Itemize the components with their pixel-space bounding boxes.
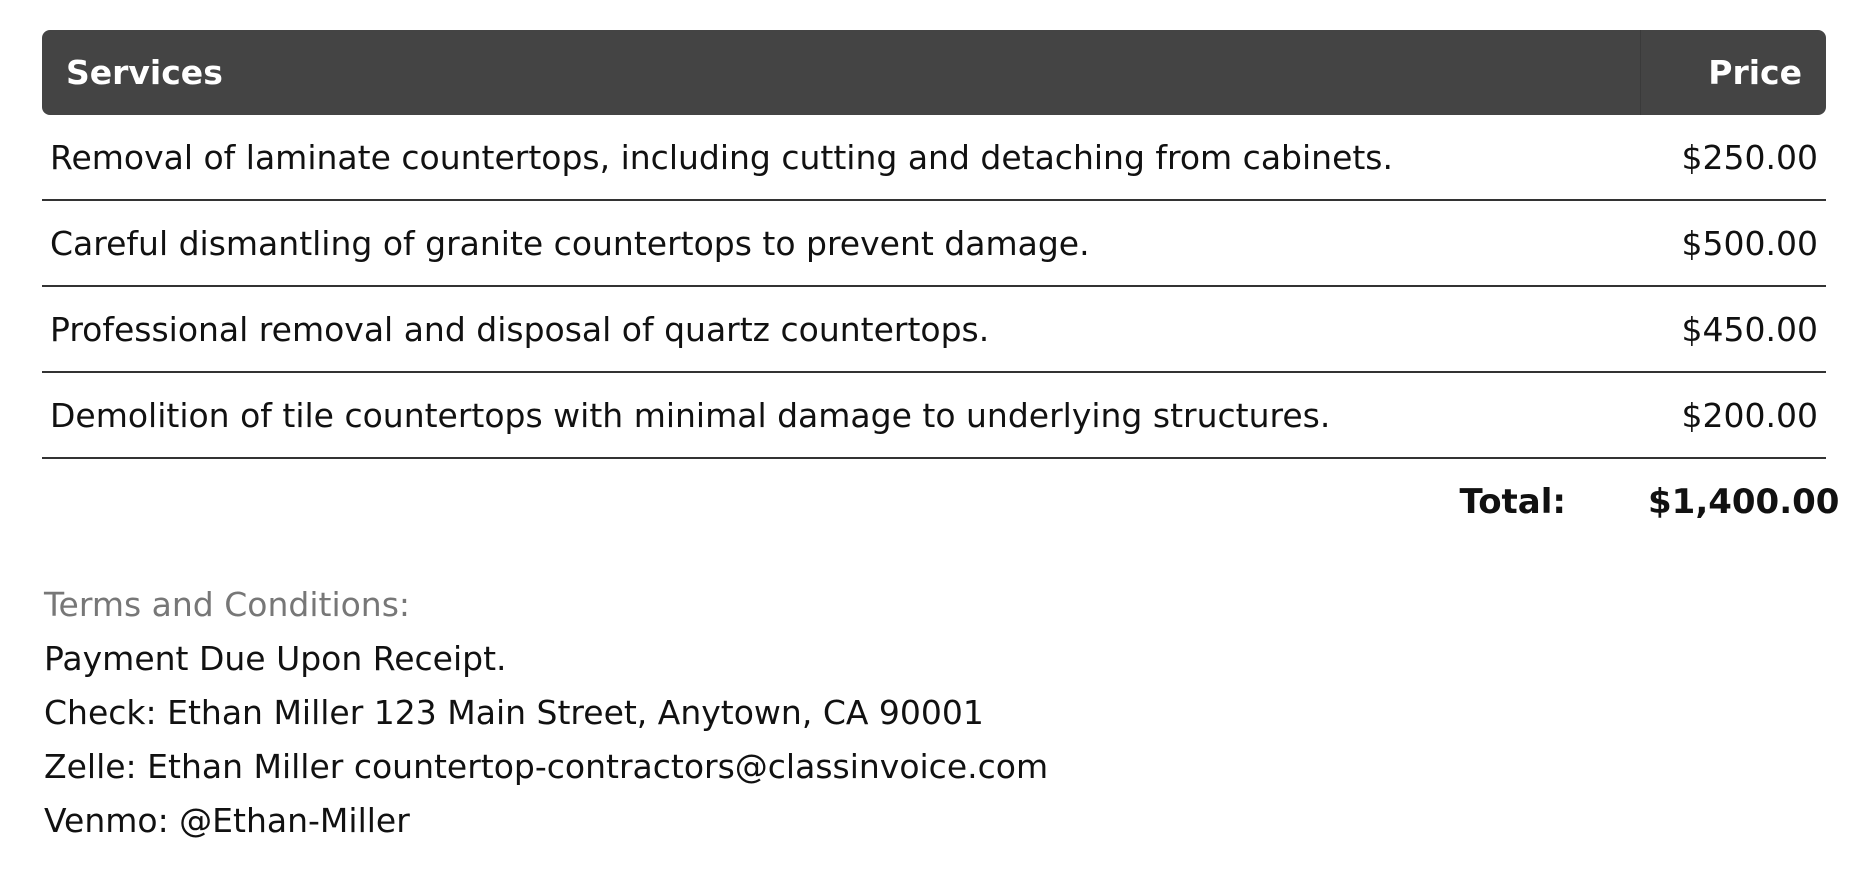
service-price: $200.00 bbox=[1640, 373, 1826, 459]
services-table-footer bbox=[42, 459, 1840, 545]
service-price: $500.00 bbox=[1640, 201, 1826, 287]
terms-zelle-payment: Zelle: Ethan Miller countertop-contractors@classinvoice.com bbox=[44, 747, 1049, 786]
table-row bbox=[42, 373, 1826, 459]
total-row bbox=[42, 459, 1826, 545]
terms-title: Terms and Conditions: bbox=[44, 585, 411, 624]
terms-venmo-payment: Venmo: @Ethan-Miller bbox=[44, 801, 410, 840]
services-column-header: Services bbox=[42, 30, 1640, 115]
total-label: Total: bbox=[1459, 482, 1566, 522]
table-row bbox=[42, 201, 1826, 287]
service-price: $250.00 bbox=[1640, 115, 1826, 201]
header-row bbox=[42, 30, 1826, 115]
services-table bbox=[42, 30, 1840, 545]
service-price: $450.00 bbox=[1640, 287, 1826, 373]
terms-and-conditions bbox=[44, 578, 1244, 848]
terms-payment-due: Payment Due Upon Receipt. bbox=[44, 639, 507, 678]
service-description: Professional removal and disposal of quartz countertops. bbox=[42, 287, 1640, 373]
price-column-header: Price bbox=[1640, 30, 1826, 115]
service-description: Demolition of tile countertops with minimal damage to underlying structures. bbox=[42, 373, 1640, 459]
invoice-services-section bbox=[42, 30, 1840, 545]
table-row bbox=[42, 115, 1826, 201]
terms-check-payment: Check: Ethan Miller 123 Main Street, Anytown, CA 90001 bbox=[44, 693, 984, 732]
service-description: Removal of laminate countertops, including cutting and detaching from cabinets. bbox=[42, 115, 1640, 201]
table-row bbox=[42, 287, 1826, 373]
services-table-header bbox=[42, 30, 1826, 115]
total-value: $1,400.00 bbox=[1648, 482, 1840, 522]
services-table-body bbox=[42, 115, 1826, 459]
service-description: Careful dismantling of granite countertops to prevent damage. bbox=[42, 201, 1640, 287]
